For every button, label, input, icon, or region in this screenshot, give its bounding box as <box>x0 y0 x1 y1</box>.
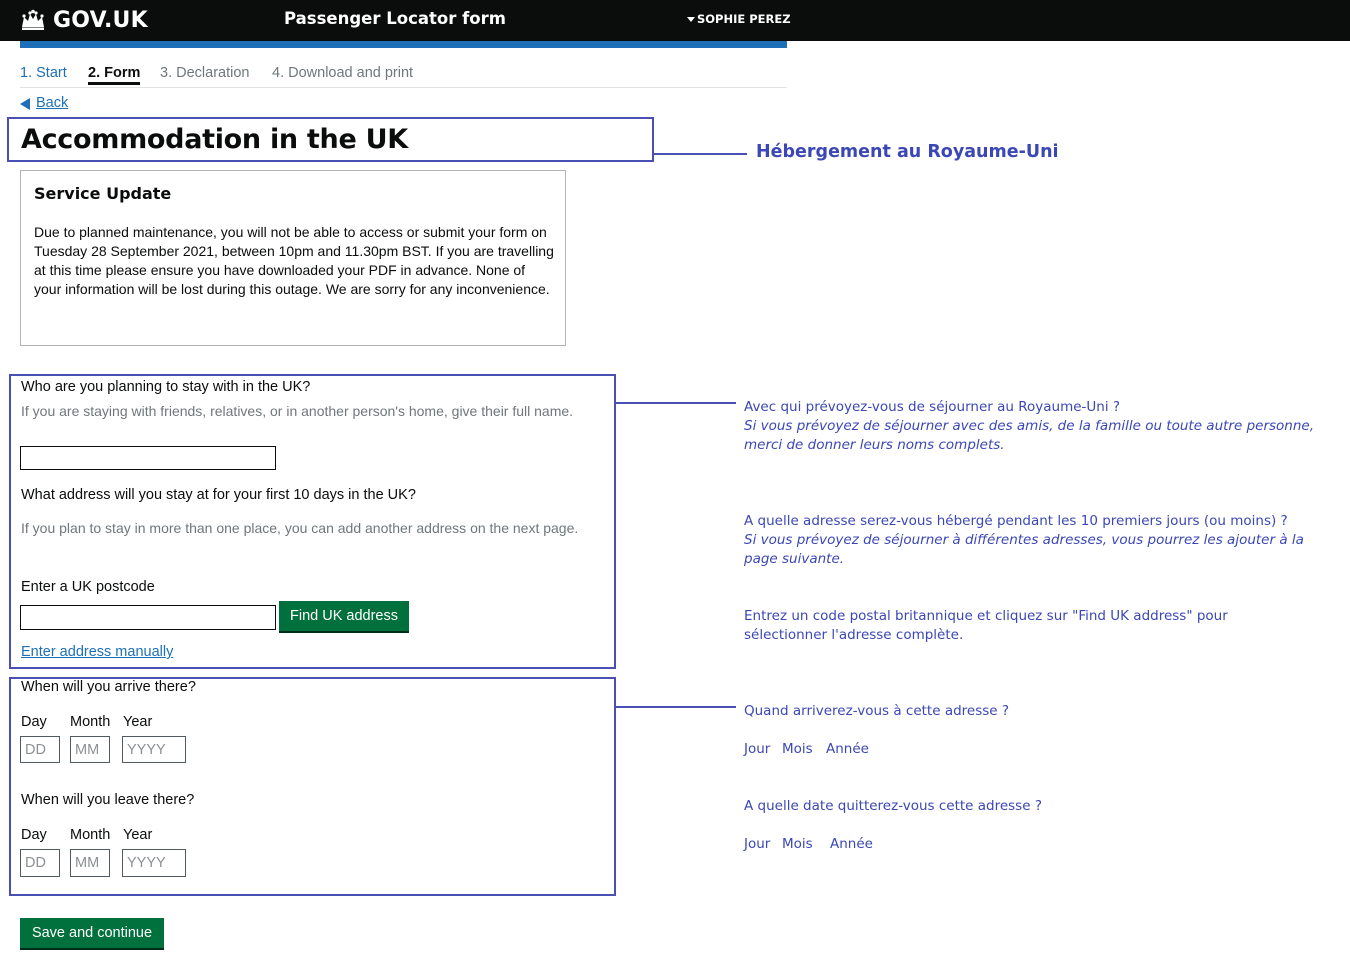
annotation-line-dates <box>616 706 736 708</box>
translation-address-hint: Si vous prévoyez de séjourner à différentes adresses, vous pourrez les ajouter à la page suivante. <box>744 532 1304 567</box>
back-link[interactable] <box>20 95 68 111</box>
enter-address-manually-link[interactable]: Enter address manually <box>21 644 174 660</box>
crown-icon <box>20 9 46 31</box>
arrive-day-label: Day <box>21 714 47 730</box>
step-declaration: 3. Declaration <box>160 65 250 81</box>
leave-month-input[interactable] <box>70 849 110 877</box>
translation-arrive-year: Année <box>826 741 869 757</box>
arrive-year-label: Year <box>123 714 153 730</box>
save-and-continue-button[interactable]: Save and continue <box>20 918 164 948</box>
leave-year-input[interactable] <box>122 849 186 877</box>
translation-leave-question: A quelle date quitterez-vous cette adresse ? <box>744 798 1042 814</box>
leave-month-label: Month <box>70 827 111 843</box>
user-menu[interactable] <box>687 12 791 26</box>
annotation-line-address <box>616 402 736 404</box>
translation-leave-year: Année <box>830 836 873 852</box>
stay-with-input[interactable] <box>20 446 276 470</box>
govuk-logo[interactable] <box>20 6 148 34</box>
translation-arrive-month: Mois <box>782 741 813 757</box>
translation-title: Hébergement au Royaume-Uni <box>756 142 1059 162</box>
leave-day-label: Day <box>21 827 47 843</box>
arrive-label: When will you arrive there? <box>21 679 196 695</box>
notice-title: Service Update <box>34 184 172 203</box>
translation-stay-with-hint: Si vous prévoyez de séjourner avec des amis, de la famille ou toute autre personne, merci de donner leurs noms complets. <box>744 418 1314 453</box>
address-label: What address will you stay at for your first 10 days in the UK? <box>21 487 416 503</box>
step-form: 2. Form <box>88 65 140 85</box>
step-download-print: 4. Download and print <box>272 65 414 81</box>
arrive-month-label: Month <box>70 714 111 730</box>
translation-leave-month: Mois <box>782 836 813 852</box>
postcode-input[interactable] <box>20 605 276 630</box>
page-title: Accommodation in the UK <box>21 124 408 155</box>
arrive-year-input[interactable] <box>122 736 186 763</box>
translation-postcode: Entrez un code postal britannique et cliquez sur "Find UK address" pour sélectionner l'adresse complète. <box>744 608 1228 643</box>
step-start[interactable]: 1. Start <box>20 65 67 81</box>
back-link-label: Back <box>36 95 69 111</box>
translation-stay-with-question: Avec qui prévoyez-vous de séjourner au Royaume-Uni ? <box>744 399 1121 415</box>
leave-year-label: Year <box>123 827 153 843</box>
stay-with-hint: If you are staying with friends, relatives, or in another person's home, give their full name. <box>21 403 574 419</box>
leave-day-input[interactable] <box>20 849 60 877</box>
translation-address-question: A quelle adresse serez-vous hébergé pendant les 10 premiers jours (ou moins) ? <box>744 513 1288 529</box>
leave-label: When will you leave there? <box>21 792 195 808</box>
translation-leave-day: Jour <box>744 836 771 852</box>
translation-arrive-question: Quand arriverez-vous à cette adresse ? <box>744 703 1010 719</box>
govuk-header <box>0 0 1350 41</box>
logo-text: GOV.UK <box>53 7 148 33</box>
service-update-notice <box>20 170 566 346</box>
step-navigation <box>20 63 787 88</box>
postcode-label: Enter a UK postcode <box>21 579 155 595</box>
notice-body: Due to planned maintenance, you will not be able to access or submit your form on Tuesday 28 September 2021, between 10pm and 11.30pm BST. If you are travelling at this time please ensure you have downloaded your PDF in advance. None of your information will be lost during this outage. We are sorry for any inconvenience. <box>34 224 554 297</box>
back-arrow-icon <box>20 98 30 110</box>
header-blue-bar <box>20 41 787 48</box>
stay-with-label: Who are you planning to stay with in the UK? <box>21 379 311 395</box>
user-name: SOPHIE PEREZ <box>697 12 791 26</box>
arrive-day-input[interactable] <box>20 736 60 763</box>
address-hint: If you plan to stay in more than one place, you can add another address on the next page. <box>21 520 579 536</box>
translation-arrive-day: Jour <box>744 741 771 757</box>
annotation-line-title <box>654 153 747 155</box>
arrive-month-input[interactable] <box>70 736 110 763</box>
find-uk-address-button[interactable]: Find UK address <box>279 601 409 631</box>
caret-down-icon <box>687 17 695 22</box>
service-name[interactable]: Passenger Locator form <box>284 9 506 28</box>
